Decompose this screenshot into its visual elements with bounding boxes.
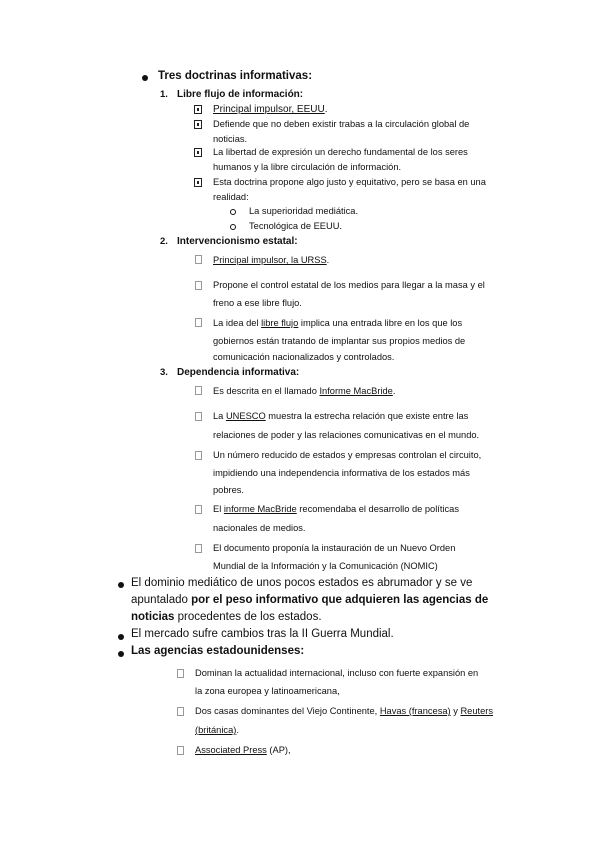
list-item-cont: relaciones de poder y las relaciones comunicativas en el mundo.: [213, 430, 480, 440]
list-item-cont: comunicación nacionalizados y controlados.: [213, 352, 395, 362]
subsection-heading: Libre flujo de información:: [177, 89, 304, 100]
list-item: Dominan la actualidad internacional, incluso con fuerte expansión en: [195, 668, 479, 678]
box-bullet-icon: [195, 544, 202, 553]
list-item-cont: Mundial de la Información y la Comunicación (NOMIC): [213, 561, 438, 571]
list-item: [213, 318, 462, 328]
list-item: [213, 386, 395, 396]
box-bullet-icon: [195, 386, 202, 395]
list-number: 3.: [160, 367, 168, 378]
link-text[interactable]: libre flujo: [261, 318, 299, 328]
text: La: [213, 411, 226, 421]
paragraph-cont: [131, 611, 322, 623]
link-text[interactable]: Principal impulsor, EEUU: [213, 104, 325, 115]
list-item: El documento proponía la instauración de un Nuevo Orden: [213, 543, 456, 553]
list-item-cont: pobres.: [213, 485, 245, 495]
link-text[interactable]: (británica): [195, 725, 237, 735]
list-item: [213, 411, 468, 421]
sub-list-item: Tecnológica de EEUU.: [249, 221, 343, 231]
sub-list-item: La superioridad mediática.: [249, 206, 359, 216]
paragraph: El dominio mediático de unos pocos estados es abrumador y se ve: [131, 577, 473, 589]
box-bullet-icon: [195, 505, 202, 514]
bullet-dot: [118, 651, 124, 657]
box-bullet-icon: [177, 669, 184, 678]
list-number: 1.: [160, 89, 168, 100]
section-heading: Las agencias estadounidenses:: [131, 645, 305, 657]
text: y: [450, 706, 461, 716]
list-item: [195, 745, 291, 755]
box-bullet-icon: [194, 105, 202, 114]
text: procedentes de los estados.: [174, 611, 322, 623]
paragraph: El mercado sufre cambios tras la II Guerra Mundial.: [131, 628, 394, 640]
bullet-dot: [142, 75, 148, 81]
link-text[interactable]: Havas (francesa): [379, 706, 451, 716]
link-text[interactable]: UNESCO: [225, 411, 266, 421]
punct: .: [236, 725, 239, 735]
box-bullet-icon: [195, 451, 202, 460]
box-bullet-icon: [195, 412, 202, 421]
list-item: [213, 104, 328, 115]
ring-bullet-icon: [230, 224, 236, 230]
punct: .: [392, 386, 396, 396]
link-text[interactable]: Reuters: [460, 706, 494, 716]
box-bullet-icon: [194, 178, 202, 187]
link-text[interactable]: informe MacBride: [223, 504, 297, 514]
box-bullet-icon: [195, 255, 202, 264]
box-bullet-icon: [195, 281, 202, 290]
list-item-cont: humanos y la libre circulación de información.: [213, 162, 402, 172]
list-item-cont: nacionales de medios.: [213, 523, 306, 533]
list-item-cont: [195, 725, 239, 735]
link-text[interactable]: Associated Press: [195, 745, 267, 755]
text: muestra la estrecha relación que existe entre las: [265, 411, 469, 421]
bold-text: noticias: [131, 611, 175, 623]
paragraph-cont: [131, 594, 488, 606]
punct: .: [324, 104, 328, 115]
list-item-cont: gobiernos están tratando de implantar sus propios medios de: [213, 336, 466, 346]
list-item: Propone el control estatal de los medios para llegar a la masa y el: [213, 280, 485, 290]
list-item: Esta doctrina propone algo justo y equitativo, pero se basa en una: [213, 177, 486, 187]
bullet-dot: [118, 582, 124, 588]
bullet-dot: [118, 634, 124, 640]
link-text[interactable]: Informe MacBride: [319, 386, 393, 396]
list-item: Un número reducido de estados y empresas controlan el circuito,: [213, 450, 482, 460]
ring-bullet-icon: [230, 209, 236, 215]
bold-text: por el peso informativo que adquieren las agencias de: [191, 594, 489, 606]
list-number: 2.: [160, 236, 168, 247]
list-item: [213, 255, 329, 265]
list-item-cont: la zona europea y latinoamericana,: [195, 686, 340, 696]
text: implica una entrada libre en los que los: [298, 318, 463, 328]
list-item: La libertad de expresión un derecho fundamental de los seres: [213, 147, 468, 157]
list-item: [213, 504, 459, 514]
list-item-cont: noticias.: [213, 134, 248, 144]
text: apuntalado: [131, 594, 192, 606]
text: recomendaba el desarrollo de políticas: [296, 504, 459, 514]
text: La idea del: [213, 318, 262, 328]
list-item: Defiende que no deben existir trabas a la circulación global de: [213, 119, 470, 129]
subsection-heading: Dependencia informativa:: [177, 367, 300, 378]
box-bullet-icon: [177, 707, 184, 716]
box-bullet-icon: [194, 120, 202, 129]
subsection-heading: Intervencionismo estatal:: [177, 236, 298, 247]
text: Dos casas dominantes del Viejo Continente,: [195, 706, 380, 716]
punct: .: [326, 255, 330, 265]
section-heading: Tres doctrinas informativas:: [158, 70, 313, 82]
list-item-cont: realidad:: [213, 192, 249, 202]
box-bullet-icon: [194, 148, 202, 157]
list-item-cont: impidiendo una independencia informativa de los estados más: [213, 468, 470, 478]
text: Es descrita en el llamado: [213, 386, 320, 396]
link-text[interactable]: Principal impulsor, la URSS: [213, 255, 327, 265]
box-bullet-icon: [177, 746, 184, 755]
list-item-cont: freno a ese libre flujo.: [213, 298, 302, 308]
text: (AP),: [266, 745, 291, 755]
text: El: [213, 504, 224, 514]
box-bullet-icon: [195, 318, 202, 327]
list-item: [195, 706, 493, 716]
